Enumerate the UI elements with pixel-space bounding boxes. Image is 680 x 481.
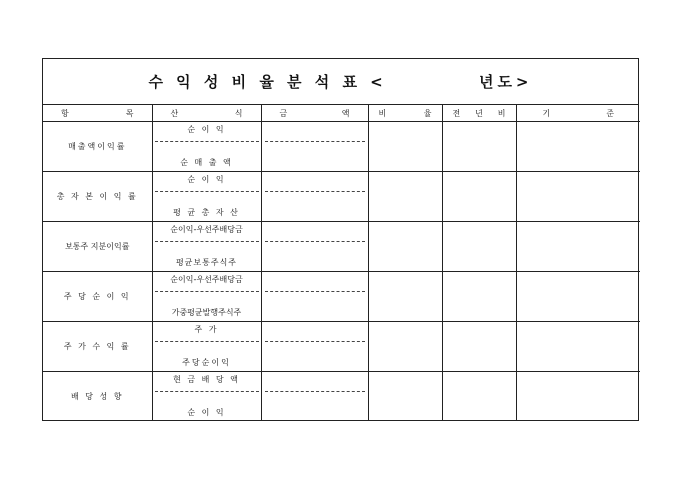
header-row: [43, 105, 640, 122]
header-prev-year: [442, 105, 516, 122]
amount-fraction-line: [265, 291, 365, 292]
formula-numerator: 순 이 익: [187, 175, 226, 184]
row-formula: [152, 322, 261, 372]
row-amount[interactable]: [261, 222, 368, 272]
header-amount: [261, 105, 368, 122]
table-row: [43, 222, 640, 272]
row-prev-year[interactable]: [442, 122, 516, 172]
row-ratio[interactable]: [368, 122, 442, 172]
amount-fraction-line: [265, 341, 365, 342]
fraction-line: [155, 141, 259, 142]
formula-denominator: 가중평균발행주식주: [171, 308, 242, 317]
formula-numerator: 순 이 익: [187, 125, 226, 134]
row-ratio[interactable]: [368, 222, 442, 272]
formula-denominator: 순 매 출 액: [180, 158, 233, 167]
header-formula-2: 식: [234, 108, 243, 118]
header-standard: [516, 105, 640, 122]
row-item: 주 당 순 이 익: [43, 272, 152, 322]
row-formula: [152, 222, 261, 272]
formula-denominator: 평균보통주식주: [175, 258, 238, 267]
row-prev-year[interactable]: [442, 222, 516, 272]
row-item: 매출액이익률: [43, 122, 152, 172]
fraction-line: [155, 241, 259, 242]
table-row: [43, 372, 640, 422]
header-formula: [152, 105, 261, 122]
header-amount-1: 금: [279, 108, 288, 118]
row-amount[interactable]: [261, 372, 368, 422]
row-formula: [152, 122, 261, 172]
fraction-line: [155, 341, 259, 342]
row-standard[interactable]: [516, 172, 640, 222]
row-item: 배 당 성 향: [43, 372, 152, 422]
header-ratio-2: 율: [423, 108, 432, 118]
header-formula-1: 산: [170, 108, 179, 118]
formula-numerator: 현 금 배 당 액: [173, 375, 240, 384]
row-formula: [152, 172, 261, 222]
sheet-title-text: 수 익 성 비 율 분 석 표 < 년도>: [148, 73, 533, 91]
row-ratio[interactable]: [368, 272, 442, 322]
row-prev-year[interactable]: [442, 372, 516, 422]
header-prev-3: 비: [497, 108, 506, 118]
row-standard[interactable]: [516, 372, 640, 422]
row-formula: [152, 272, 261, 322]
amount-fraction-line: [265, 191, 365, 192]
row-amount[interactable]: [261, 122, 368, 172]
header-ratio: [368, 105, 442, 122]
row-amount[interactable]: [261, 322, 368, 372]
row-item: 주 가 수 익 률: [43, 322, 152, 372]
fraction-line: [155, 291, 259, 292]
formula-numerator: 순이익-우선주배당금: [170, 225, 243, 234]
amount-fraction-line: [265, 391, 365, 392]
row-ratio[interactable]: [368, 372, 442, 422]
row-ratio[interactable]: [368, 322, 442, 372]
header-amount-2: 액: [341, 108, 350, 118]
header-item: [43, 105, 152, 122]
row-prev-year[interactable]: [442, 172, 516, 222]
fraction-line: [155, 391, 259, 392]
row-standard[interactable]: [516, 222, 640, 272]
header-prev-2: 년: [475, 108, 483, 118]
row-standard[interactable]: [516, 272, 640, 322]
fraction-line: [155, 191, 259, 192]
amount-fraction-line: [265, 241, 365, 242]
header-ratio-1: 비: [378, 108, 387, 118]
formula-numerator: 주 가: [194, 325, 219, 334]
row-formula: [152, 372, 261, 422]
ratio-analysis-sheet: [42, 58, 639, 421]
formula-denominator: 주당순이익: [182, 358, 231, 367]
row-prev-year[interactable]: [442, 272, 516, 322]
row-item: 보통주 지분이익률: [43, 222, 152, 272]
header-item-2: 목: [125, 108, 134, 118]
table-row: [43, 322, 640, 372]
formula-denominator: 순 이 익: [187, 408, 226, 417]
ratio-table: [43, 105, 640, 421]
table-row: [43, 272, 640, 322]
header-item-1: 항: [61, 108, 69, 118]
formula-denominator: 평 균 총 자 산: [173, 208, 240, 217]
row-amount[interactable]: [261, 172, 368, 222]
row-item: 총 자 본 이 익 률: [43, 172, 152, 222]
header-standard-1: 기: [542, 108, 551, 118]
table-row: [43, 122, 640, 172]
row-ratio[interactable]: [368, 172, 442, 222]
row-standard[interactable]: [516, 322, 640, 372]
row-amount[interactable]: [261, 272, 368, 322]
row-prev-year[interactable]: [442, 322, 516, 372]
table-row: [43, 172, 640, 222]
sheet-title: [43, 59, 638, 105]
amount-fraction-line: [265, 141, 365, 142]
formula-numerator: 순이익-우선주배당금: [170, 275, 243, 284]
row-standard[interactable]: [516, 122, 640, 172]
header-standard-2: 준: [606, 108, 614, 118]
header-prev-1: 전: [452, 108, 461, 118]
